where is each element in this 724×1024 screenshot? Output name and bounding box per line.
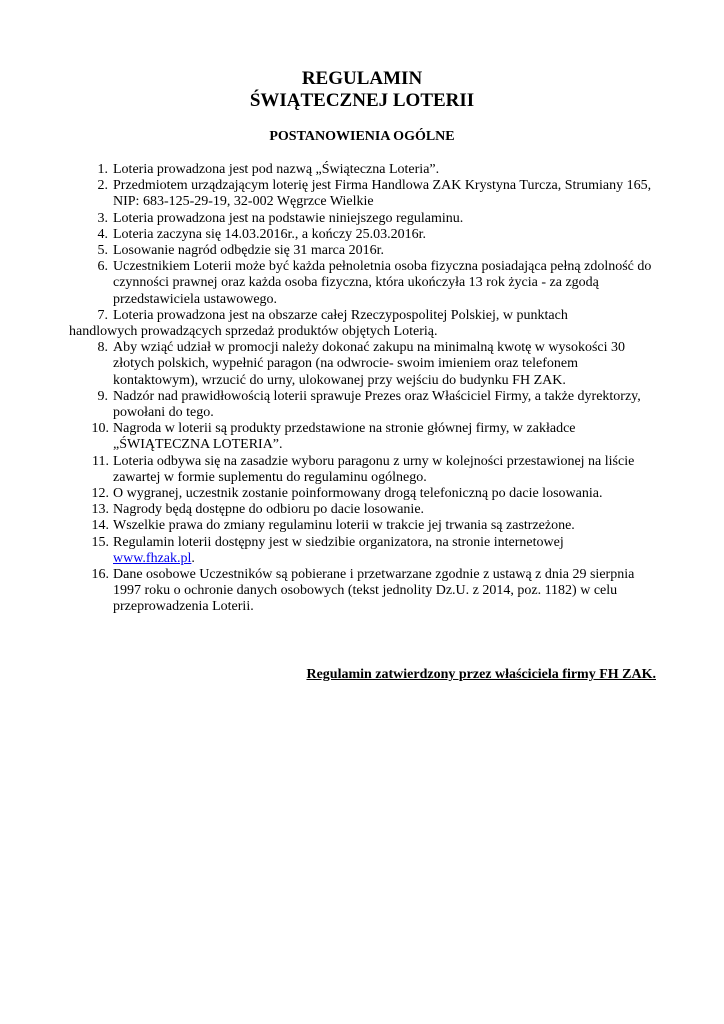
- list-item: [97, 388, 663, 421]
- list-item-text: Loteria prowadzona jest na obszarze całej Rzeczypospolitej Polskiej, w punktach: [113, 307, 568, 323]
- approval-footer: Regulamin zatwierdzony przez właściciela firmy FH ZAK.: [306, 667, 656, 682]
- list-item-text: Loteria zaczyna się 14.03.2016r., a kończy 25.03.2016r.: [113, 226, 426, 242]
- list-item-text: Wszelkie prawa do zmiany regulaminu loterii w trakcie jej trwania są zastrzeżone.: [113, 518, 575, 534]
- list-number: 12.: [91, 486, 109, 502]
- list-item: [91, 502, 663, 518]
- list-number: 7.: [97, 307, 108, 323]
- list-item-text: Nagroda w loterii są produkty przedstawione na stronie głównej firmy, w zakładce „ŚWIĄTECZNA LOTERIA”.: [113, 421, 576, 453]
- list-number: 1.: [97, 162, 108, 177]
- list-number: 13.: [91, 502, 109, 518]
- list-number: 15.: [91, 534, 109, 550]
- list-item-text-continued: handlowych prowadzących sprzedaż produktów objętych Loterią.: [69, 324, 438, 340]
- list-item: [97, 243, 663, 259]
- list-item-text: Dane osobowe Uczestników są pobierane i przetwarzane zgodnie z ustawą z dnia 29 sierpnia 1997 roku o ochronie danych osobowych (tekst jednolity Dz.U. z 2014, poz. 1182) w celu przeprowadzenia Loterii.: [113, 567, 635, 615]
- list-number: 14.: [91, 518, 109, 534]
- list-item-text: Przedmiotem urządzającym loterię jest Firma Handlowa ZAK Krystyna Turcza, Strumiany 165, NIP: 683-125-29-19, 32-002 Węgrzce Wielkie: [113, 178, 652, 210]
- list-item-text: Aby wziąć udział w promocji należy dokonać zakupu na minimalną kwotę w wysokości 30 złotych polskich, wypełnić paragon (na odwrocie- swoim imieniem oraz telefonem kontaktowym), wrzucić do urny, ulokowanej przy wejściu do budynku FH ZAK.: [113, 340, 626, 388]
- list-item: [91, 421, 663, 453]
- website-link[interactable]: www.fhzak.pl: [113, 550, 192, 566]
- document-title: REGULAMIN: [301, 68, 423, 89]
- list-item-text: Uczestnikiem Loterii może być każda pełnoletnia osoba fizyczna posiadająca pełną zdolność do czynności prawnej oraz każda osoba fizyczna, która ukończyła 13 rok życia - za zgodą przedstawiciela ustawowego.: [113, 259, 652, 307]
- list-item-text: Loteria odbywa się na zasadzie wyboru paragonu z urny w kolejności przestawionej na liście zawartej w formie suplementu do regulaminu ogólnego.: [113, 453, 635, 485]
- list-item: [97, 162, 663, 178]
- list-number: 9.: [97, 388, 108, 404]
- list-number: 2.: [97, 178, 108, 194]
- rules-list: [69, 162, 663, 616]
- document-title-subline: ŚWIĄTECZNEJ LOTERII: [249, 90, 475, 111]
- list-item: [97, 340, 663, 389]
- list-item: [91, 567, 663, 616]
- list-number: 5.: [97, 243, 108, 259]
- list-item-text: Nadzór nad prawidłowością loterii sprawuje Prezes oraz Właściciel Firmy, a także dyrektorzy, powołani do tego.: [113, 388, 641, 421]
- link-period: .: [191, 550, 195, 566]
- list-item: [97, 259, 663, 308]
- list-item-text: O wygranej, uczestnik zostanie poinformowany drogą telefoniczną po dacie losowania.: [113, 486, 603, 502]
- list-number: 4.: [97, 226, 108, 242]
- list-item: [91, 486, 663, 502]
- list-item-text: Loteria prowadzona jest na podstawie niniejszego regulaminu.: [113, 210, 464, 226]
- list-item-text: Loteria prowadzona jest pod nazwą „Świąteczna Loteria”.: [113, 162, 440, 177]
- list-item-text: Regulamin loterii dostępny jest w siedzibie organizatora, na stronie internetowej: [113, 534, 564, 550]
- list-number: 8.: [97, 340, 108, 356]
- list-item: [69, 307, 663, 340]
- list-number: 10.: [91, 421, 109, 437]
- list-number: 11.: [92, 453, 109, 469]
- list-item: [97, 210, 663, 227]
- list-number: 6.: [97, 259, 108, 275]
- list-number: 3.: [97, 210, 108, 226]
- section-heading: POSTANOWIENIA OGÓLNE: [269, 129, 455, 144]
- list-item-text: Losowanie nagród odbędzie się 31 marca 2016r.: [113, 243, 384, 259]
- list-item: [97, 226, 663, 243]
- list-item: [91, 534, 663, 567]
- list-item: [97, 178, 663, 210]
- list-item-text: Nagrody będą dostępne do odbioru po dacie losowanie.: [113, 502, 425, 518]
- list-number: 16.: [91, 567, 109, 583]
- list-item: [92, 453, 663, 486]
- list-item: [91, 518, 663, 534]
